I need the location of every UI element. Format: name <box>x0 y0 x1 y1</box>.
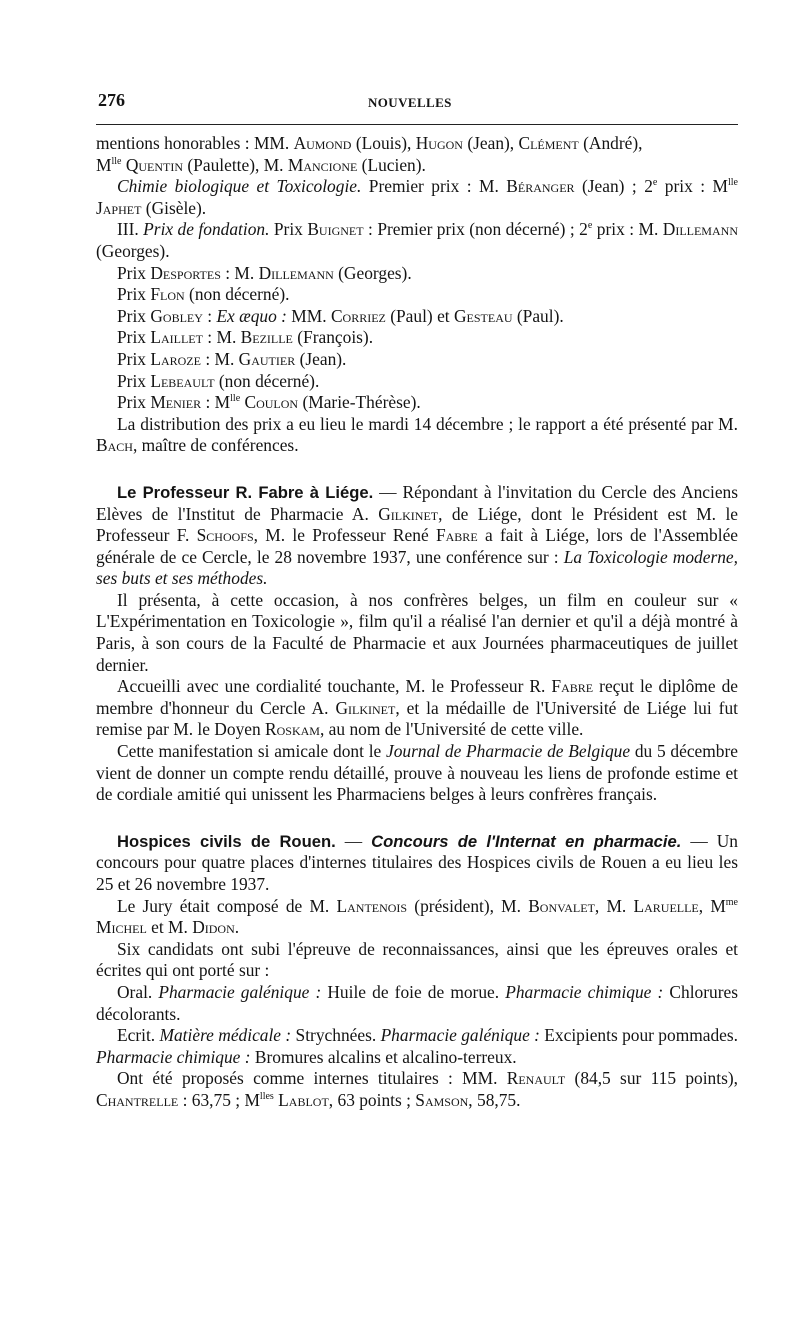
section-heading: Hospices civils de Rouen. <box>117 831 336 851</box>
paragraph: Hospices civils de Rouen. — Concours de l'Internat en pharmacie. — Un concours pour quatre places d'internes titulaires des Hospices civils de Rouen a eu lieu les 25 et 26 novembre 1937. <box>96 830 739 894</box>
prize-line: Prix Menier : $M^{lle}$ Coulon (Marie-Thérèse). <box>117 392 421 413</box>
fabre-section <box>96 482 738 806</box>
running-title: NOUVELLES <box>368 95 452 110</box>
prize-line: Prix Desportes : M. Dillemann (Georges). <box>117 262 412 283</box>
paragraph: Il présenta, à cette occasion, à nos confrères belges, un film en couleur sur « L'Expérimentation en Toxicologie », film qu'il a réalisé l'an dernier et qu'il a déjà montré à Paris, à son cours de la Faculté de Pharmacie et aux Journées pharmaceutiques de juillet dernier. <box>96 589 738 675</box>
paragraph: mentions honorables : MM. Aumond (Louis), Hugon (Jean), Clément (André), $M^{lle}$ Quentin (Paulette), M. Mancione (Lucien). <box>96 133 643 175</box>
prize-line: Prix Flon (non décerné). <box>117 284 290 305</box>
paragraph: Six candidats ont subi l'épreuve de reconnaissances, ainsi que les épreuves orales et écrites qui ont porté sur : <box>96 938 738 981</box>
page-number: 276 <box>98 90 125 110</box>
prize-line: Prix Laillet : M. Bezille (François). <box>117 327 374 348</box>
paragraph: La distribution des prix a eu lieu le mardi 14 décembre ; le rapport a été présenté par M. Bach, maître de conférences. <box>96 413 738 456</box>
paragraph: Le Jury était composé de M. Lantenois (président), M. Bonvalet, M. Laruelle, $M^{me}$ Michel et M. Didon. <box>96 895 738 938</box>
page <box>96 86 738 1112</box>
section-subheading: Concours de l'Internat en pharmacie. <box>371 831 682 851</box>
header-rule <box>96 124 738 125</box>
prize-line: Prix Lebeault (non décerné). <box>117 370 320 391</box>
page-header <box>96 86 738 116</box>
paragraph: Ecrit. Matière médicale : Strychnées. Pharmacie galénique : Excipients pour pommades. Pharmacie chimique : Bromures alcalins et alcalino-terreux. <box>96 1025 738 1067</box>
rouen-section <box>96 831 738 1112</box>
prize-line: Prix Laroze : M. Gautier (Jean). <box>117 348 347 369</box>
paragraph: Oral. Pharmacie galénique : Huile de foie de morue. Pharmacie chimique : Chlorures décolorants. <box>96 981 738 1024</box>
paragraph: Cette manifestation si amicale dont le Journal de Pharmacie de Belgique du 5 décembre vient de donner un compte rendu détaillé, prouve à nouveau les liens de profonde estime et de cordiale amitié qui unissent les Pharmaciens belges à leurs confrères français. <box>96 741 739 805</box>
paragraph: Chimie biologique et Toxicologie. Premier prix : M. Béranger (Jean) ; 2e prix : $M^{lle}$ Japhet (Gisèle). <box>96 176 738 218</box>
prize-list-section <box>96 133 738 457</box>
paragraph: Le Professeur R. Fabre à Liége. — Répondant à l'invitation du Cercle des Anciens Elèves de l'Institut de Pharmacie A. Gilkinet, de Liége, dont le Président est M. le Professeur F. Schoofs, M. le Professeur René Fabre a fait à Liége, lors de l'Assemblée générale de ce Cercle, le 28 novembre 1937, une conférence sur : La Toxicologie moderne, ses buts et ses méthodes. <box>96 481 739 589</box>
paragraph: Ont été proposés comme internes titulaires : MM. Renault (84,5 sur 115 points), Chantrelle : 63,75 ; $M^{lles}$ Lablot, 63 points ; Samson, 58,75. <box>96 1068 738 1110</box>
prize-line: Prix Gobley : Ex æquo : MM. Corriez (Paul) et Gesteau (Paul). <box>117 305 564 326</box>
section-heading: Le Professeur R. Fabre à Liége. <box>117 482 374 502</box>
paragraph: III. Prix de fondation. Prix Buignet : Premier prix (non décerné) ; 2e prix : M. Dillemann (Georges). <box>96 219 738 261</box>
paragraph: Accueilli avec une cordialité touchante, M. le Professeur R. Fabre reçut le diplôme de membre d'honneur du Cercle A. Gilkinet, et la médaille de l'Université de Liége lui fut remise par M. le Doyen Roskam, au nom de l'Université de cette ville. <box>96 676 738 740</box>
